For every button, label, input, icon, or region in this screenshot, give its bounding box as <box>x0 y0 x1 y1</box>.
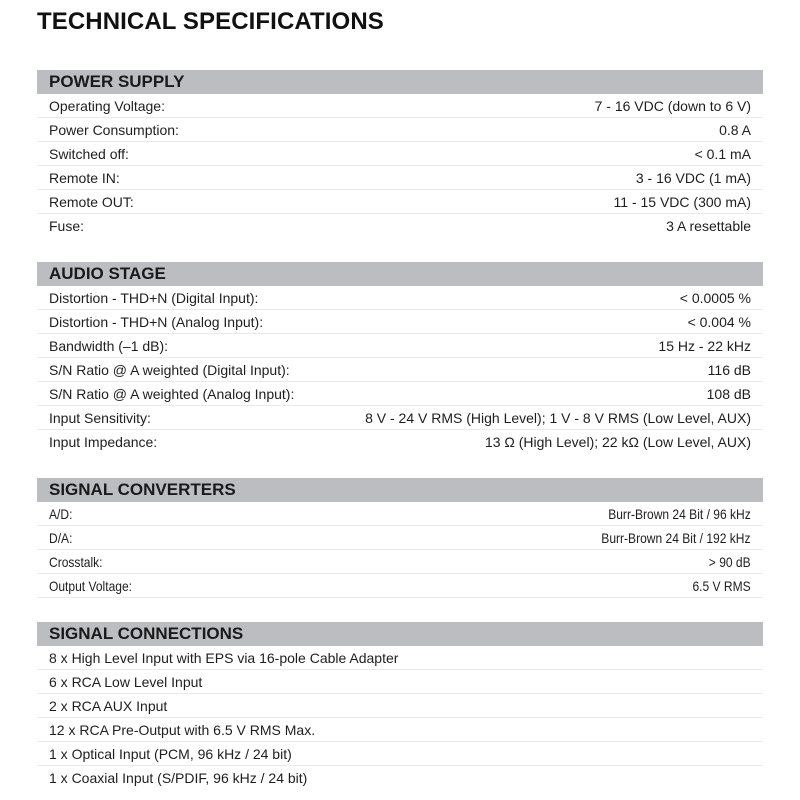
spec-row <box>37 406 763 430</box>
spec-label: Operating Voltage: <box>49 97 165 114</box>
spec-row <box>37 94 763 118</box>
spec-label: S/N Ratio @ A weighted (Analog Input): <box>49 385 295 402</box>
spec-value: Burr-Brown 24 Bit / 96 kHz <box>608 505 751 522</box>
spec-value: 11 - 15 VDC (300 mA) <box>613 193 751 210</box>
section-heading: POWER SUPPLY <box>37 70 763 94</box>
spec-row <box>37 214 763 237</box>
spec-value: < 0.0005 % <box>679 289 751 306</box>
spec-label: Remote OUT: <box>49 193 134 210</box>
spec-row <box>37 550 763 574</box>
spec-row <box>37 430 763 453</box>
spec-label: Power Consumption: <box>49 121 179 138</box>
spec-row <box>37 358 763 382</box>
spec-row <box>37 766 763 789</box>
spec-label: Crosstalk: <box>49 553 103 570</box>
spec-row <box>37 670 763 694</box>
spec-label: Distortion - THD+N (Analog Input): <box>49 313 264 330</box>
spec-row <box>37 310 763 334</box>
spec-rows <box>37 502 763 598</box>
spec-value: 3 - 16 VDC (1 mA) <box>635 169 751 186</box>
spec-label: Remote IN: <box>49 169 120 186</box>
spec-value: 108 dB <box>706 385 751 402</box>
spec-label: S/N Ratio @ A weighted (Digital Input): <box>49 361 290 378</box>
spec-row <box>37 142 763 166</box>
spec-value: Burr-Brown 24 Bit / 192 kHz <box>601 529 751 546</box>
section-audio-stage <box>37 262 763 453</box>
spec-row <box>37 286 763 310</box>
spec-label: Fuse: <box>49 217 85 234</box>
spec-value: 8 V - 24 V RMS (High Level); 1 V - 8 V RMS (Low Level, AUX) <box>365 409 751 426</box>
spec-row <box>37 190 763 214</box>
spec-label: Output Voltage: <box>49 577 133 594</box>
spec-value: 13 Ω (High Level); 22 kΩ (Low Level, AUX) <box>484 433 751 450</box>
spec-row <box>37 118 763 142</box>
spec-value: < 0.1 mA <box>694 145 751 162</box>
spec-label: Switched off: <box>49 145 129 162</box>
spec-label: 1 x Optical Input (PCM, 96 kHz / 24 bit) <box>49 745 292 762</box>
spec-label: Input Sensitivity: <box>49 409 151 426</box>
spec-value: 7 - 16 VDC (down to 6 V) <box>594 97 751 114</box>
spec-value: < 0.004 % <box>687 313 751 330</box>
spec-rows <box>37 286 763 453</box>
spec-label: Input Impedance: <box>49 433 158 450</box>
section-signal-converters <box>37 478 763 598</box>
section-signal-connections <box>37 622 763 789</box>
spec-row <box>37 694 763 718</box>
spec-label: D/A: <box>49 529 73 546</box>
spec-row <box>37 742 763 766</box>
spec-label: 6 x RCA Low Level Input <box>49 673 203 690</box>
spec-label: Distortion - THD+N (Digital Input): <box>49 289 259 306</box>
spec-row <box>37 646 763 670</box>
spec-value: 6.5 V RMS <box>692 577 751 594</box>
spec-row <box>37 526 763 550</box>
spec-row <box>37 382 763 406</box>
spec-value: > 90 dB <box>709 553 751 570</box>
section-power-supply <box>37 70 763 237</box>
spec-label: Bandwidth (–1 dB): <box>49 337 169 354</box>
spec-label: 2 x RCA AUX Input <box>49 697 168 714</box>
section-heading: SIGNAL CONNECTIONS <box>37 622 763 646</box>
spec-value: 3 A resettable <box>666 217 751 234</box>
spec-row <box>37 334 763 358</box>
spec-row <box>37 166 763 190</box>
spec-row <box>37 502 763 526</box>
spec-label: A/D: <box>49 505 73 522</box>
spec-row <box>37 718 763 742</box>
page-title: TECHNICAL SPECIFICATIONS <box>37 8 384 35</box>
spec-value: 15 Hz - 22 kHz <box>658 337 751 354</box>
spec-label: 12 x RCA Pre-Output with 6.5 V RMS Max. <box>49 721 316 738</box>
section-heading: AUDIO STAGE <box>37 262 763 286</box>
spec-label: 8 x High Level Input with EPS via 16-pole Cable Adapter <box>49 649 399 666</box>
spec-rows <box>37 94 763 237</box>
spec-row <box>37 574 763 598</box>
spec-value: 0.8 A <box>719 121 751 138</box>
spec-rows <box>37 646 763 789</box>
section-heading: SIGNAL CONVERTERS <box>37 478 763 502</box>
spec-value: 116 dB <box>707 361 751 378</box>
spec-label: 1 x Coaxial Input (S/PDIF, 96 kHz / 24 bit) <box>49 769 308 786</box>
